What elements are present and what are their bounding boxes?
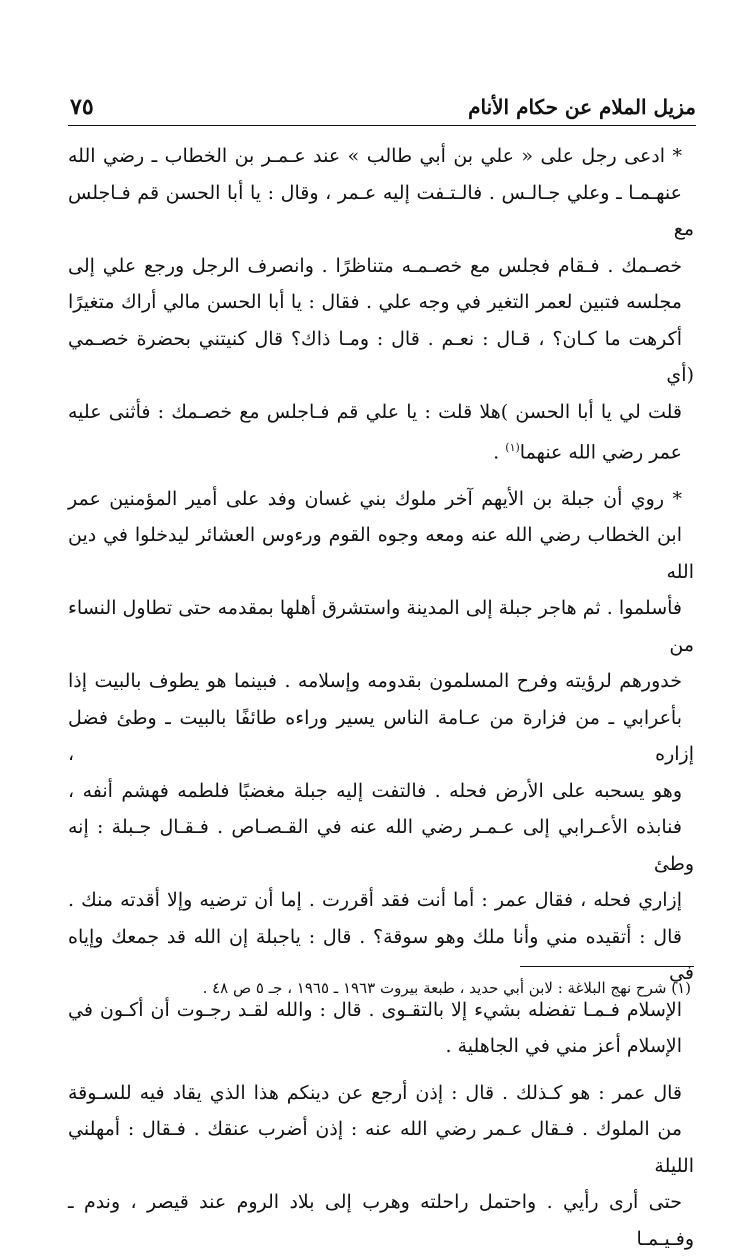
header-rule <box>68 125 696 126</box>
text-line: بأعرابي ـ من فزارة من عـامة الناس يسير وراءه طائفًا بالبيت ـ وطئ فضل إزاره ، <box>68 706 694 766</box>
text-line <box>68 430 694 471</box>
paragraph-ali-case <box>68 138 694 471</box>
text-line: قلت لي يا أبا الحسن )هلا قلت : يا علي قم فـاجلس مع خصـمك : فأثنى عليه <box>68 400 682 423</box>
footnote-reference[interactable]: (١) <box>505 441 520 454</box>
text-line-end: عمر رضي الله عنهما <box>519 441 682 464</box>
text-line: فنابذه الأعـرابي إلى عـمـر رضي الله عنه في القـصـاص . فـقـال جـبلة : إنه وطئ <box>68 816 694 875</box>
text-line: حتى أرى رأيي . واحتمل راحلته وهرب إلى بلاد الروم عند قيصر ، وندم ـ وفـيـمـا <box>68 1191 694 1250</box>
text-line: خصـمك . فـقام فجلس مع خصـمـه متناظرًا . وانصرف الرجل ورجع علي إلى <box>68 254 682 277</box>
text-line: قال : أتقيده مني وأنا ملك وهو سوقة؟ . قال : ياجبلة إن الله قد جمعك وإياه في <box>68 925 694 985</box>
footnote-rule <box>520 966 694 967</box>
text-line: الإسلام أعز مني في الجاهلية . <box>445 1035 682 1058</box>
text-line: وهو يسحبه على الأرض فحله . فالتفت إليه جبلة مغضبًا فلطمه فهشم أنفه ، <box>68 779 682 802</box>
text-line: قال عمر : هو كـذلك . قال : إذن أرجع عن دينكم هذا الذي يقاد فيه للسـوقة <box>68 1081 682 1104</box>
running-title: مزيل الملام عن حكام الأنام <box>468 95 696 119</box>
paragraph-umar-reply <box>68 1075 694 1257</box>
sentence-end: . <box>493 441 506 464</box>
text-line: ابن الخطاب رضي الله عنه ومعه وجوه القوم ورءوس العشائر ليدخلوا في دين الله <box>68 524 694 583</box>
text-line: * ادعى رجل على « علي بن أبي طالب » عند عـمـر بن الخطاب ـ رضي الله <box>68 145 682 167</box>
text-line: إزاري فحله ، فقال عمر : أما أنت فقد أقررت . إما أن ترضيه وإلا أقدته منك . <box>68 889 682 912</box>
body-text <box>68 138 694 1257</box>
text-line: من الملوك . فـقال عـمر رضي الله عنه : إذن أضرب عنقك . فـقال : أمهلني الليلة <box>68 1118 694 1177</box>
text-line: عنهـمـا ـ وعلي جـالـس . فالـتـفت إليه عـمر ، وقال : يا أبا الحسن قم فـاجلس مع <box>68 181 694 240</box>
page-number: ٧٥ <box>70 94 94 120</box>
text-line: مجلسه فتبين لعمر التغير في وجه علي . فقال : يا أبا الحسن مالي أراك متغيرًا <box>68 291 682 313</box>
text-line: فأسلموا . ثم هاجر جبلة إلى المدينة واستشرق أهلها بمقدمه حتى تطاول النساء من <box>68 597 694 656</box>
text-line: خدورهم لرؤيته وفرح المسلمون بقدومه وإسلامه . فبينما هو يطوف بالبيت إذا <box>68 670 682 693</box>
page-header <box>70 92 696 122</box>
footnote: (١) شرح نهج البلاغة : لابن أبي حديد ، طبعة بيروت ١٩٦٣ ـ ١٩٦٥ ، جـ ٥ ص ٤٨ . <box>202 979 691 997</box>
text-line: * روي أن جبلة بن الأيهم آخر ملوك بني غسان وفد على أمير المؤمنين عمر <box>68 487 682 510</box>
text-line: أكرهت ما كـان؟ ، قـال : نعـم . قال : ومـا ذاك؟ قال كنيتني بحضرة خصـمي (أي <box>68 327 694 386</box>
text-line: الإسلام فـمـا تفضله بشيء إلا بالتقـوى . قال : والله لقـد رجـوت أن أكـون في <box>68 998 682 1021</box>
